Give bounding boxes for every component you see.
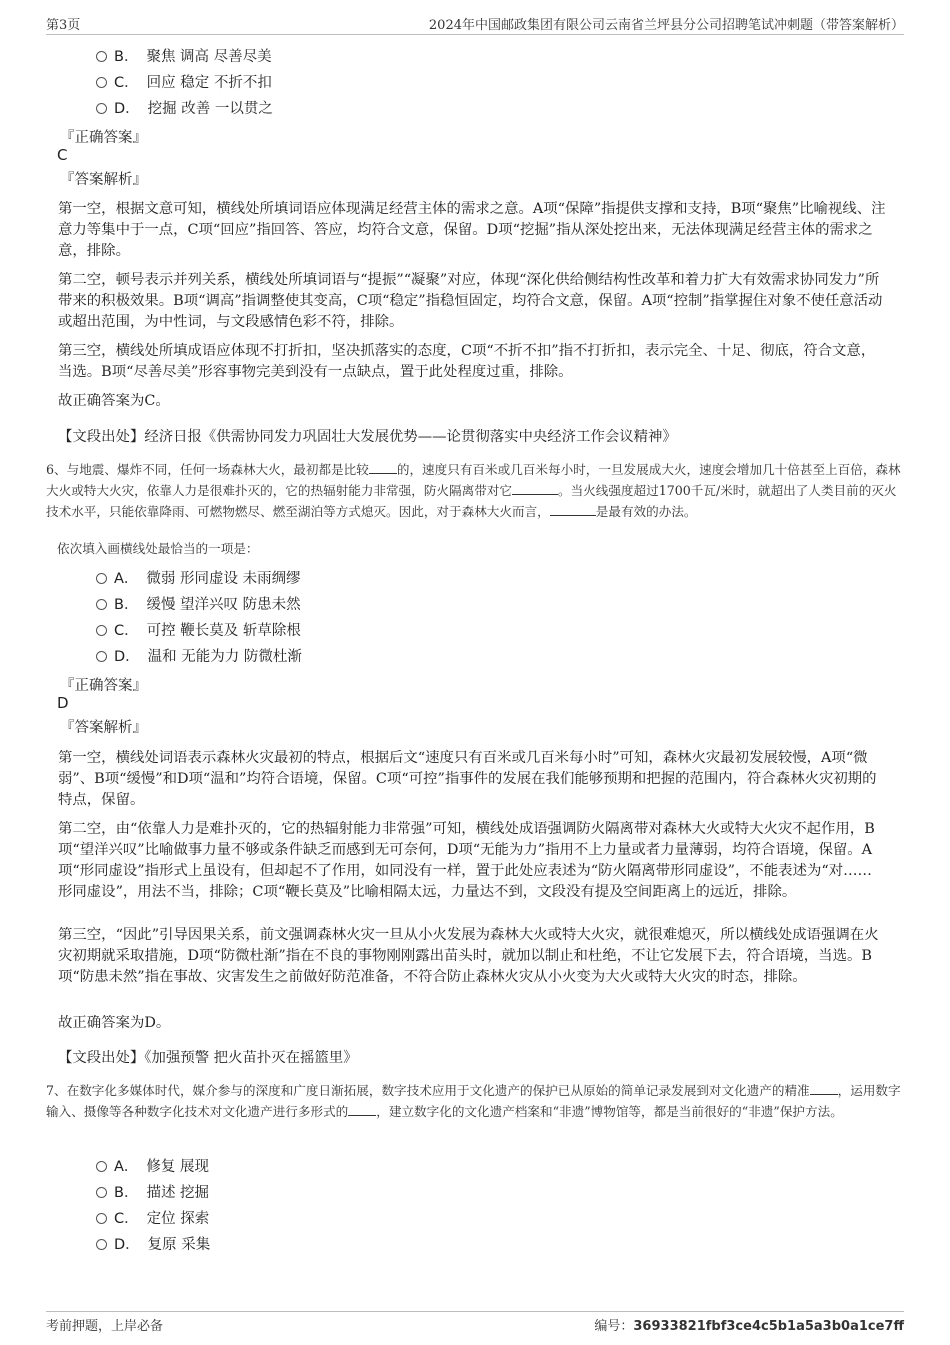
q6-option-b[interactable]: B． 缓慢 望洋兴叹 防患未然 xyxy=(96,594,301,616)
page-footer xyxy=(46,1311,904,1338)
radio-icon[interactable] xyxy=(96,103,107,114)
q6-option-d[interactable]: D． 温和 无能为力 防微杜渐 xyxy=(96,646,302,668)
q6-correct-answer-label: 『正确答案』 xyxy=(60,678,147,694)
q5-option-b[interactable]: B． 聚焦 调高 尽善尽美 xyxy=(96,46,272,68)
radio-icon[interactable] xyxy=(96,1187,107,1198)
radio-icon[interactable] xyxy=(96,651,107,662)
q5-analysis-1: 第一空，根据文意可知，横线处所填词语应体现满足经营主体的需求之意。A项“保障”指提供支撑和支持，B项“聚焦”比喻视线、注意力等集中于一点，C项“回应”指回答、答应，均符合文意，保留。D项“挖掘”指从深处挖出来，无法体现满足经营主体的需求之意，排除。 xyxy=(58,201,886,259)
q5-analysis-2: 第二空，顿号表示并列关系，横线处所填词语与“提振”“凝聚”对应，体现“深化供给侧结构性改革和着力扩大有效需求协同发力”所带来的积极效果。B项“调高”指调整使其变高，C项“稳定”指稳恒固定，均符合文意，保留。A项“控制”指掌握住对象不使任意活动或超出范围，为中性词，与文段感情色彩不符，排除。 xyxy=(58,272,883,330)
blank-line xyxy=(348,1101,376,1116)
q6-analysis-1: 第一空，横线处词语表示森林火灾最初的特点，根据后文“速度只有百米或几百米每小时”可知，森林火灾最初发展较慢，A项“微弱”、B项“缓慢”和D项“温和”均符合语境，保留。C项“可控”指事件的发展在我们能够预期和把握的范围内，符合森林火灾初期的特点，保留。 xyxy=(58,750,877,808)
q6-option-a[interactable]: A． 微弱 形同虚设 未雨绸缪 xyxy=(96,568,301,590)
blank-line xyxy=(810,1080,838,1095)
page-header xyxy=(46,12,904,35)
q5-correct-answer-label: 『正确答案』 xyxy=(60,130,147,146)
q7-option-b[interactable]: B． 描述 挖掘 xyxy=(96,1182,209,1204)
q5-analysis-label: 『答案解析』 xyxy=(60,172,147,188)
q5-analysis-3: 第三空，横线处所填成语应体现不打折扣，坚决抓落实的态度，C项“不折不扣”指不打折扣，表示完全、十足、彻底，符合文意，当选。B项“尽善尽美”形容事物完美到没有一点缺点，置于此处程度过重，排除。 xyxy=(58,343,876,380)
document-title: 2024年中国邮政集团有限公司云南省兰坪县分公司招聘笔试冲刺题（带答案解析） xyxy=(428,18,904,33)
q5-answer: C xyxy=(57,146,68,164)
radio-icon[interactable] xyxy=(96,573,107,584)
q6-answer: D xyxy=(57,694,69,712)
q6-source: 【文段出处】《加强预警 把火苗扑灭在摇篮里》 xyxy=(58,1050,358,1066)
q6-analysis-3: 第三空，“因此”引导因果关系，前文强调森林火灾一旦从小火发展为森林大火或特大火灾，就很难熄灭，所以横线处成语强调在火灾初期就采取措施，D项“防微杜渐”指在不良的事物刚刚露出苗头时，就加以制止和杜绝，不让它发展下去，符合语境，当选。B项“防患未然”指在事故、灾害发生之前做好防范准备，不符合防止森林火灾从小火变为大火或特大火灾的时态，排除。 xyxy=(58,927,879,985)
page-number: 第3页 xyxy=(46,18,81,33)
radio-icon[interactable] xyxy=(96,1213,107,1224)
radio-icon[interactable] xyxy=(96,625,107,636)
q6-analysis-label: 『答案解析』 xyxy=(60,720,147,736)
q6-analysis-conclusion: 故正确答案为D。 xyxy=(58,1015,171,1031)
footer-slogan: 考前押题，上岸必备 xyxy=(46,1319,164,1334)
radio-icon[interactable] xyxy=(96,599,107,610)
q6-instruction: 依次填入画横线处最恰当的一项是： xyxy=(57,541,259,556)
blank-line xyxy=(550,501,596,516)
radio-icon[interactable] xyxy=(96,1239,107,1250)
radio-icon[interactable] xyxy=(96,1161,107,1172)
blank-line xyxy=(369,459,397,474)
document-code: 编号：36933821fbf3ce4c5b1a5a3b0a1ce7ff xyxy=(594,1319,904,1334)
q6-option-c[interactable]: C． 可控 鞭长莫及 斩草除根 xyxy=(96,620,301,642)
q6-stem: 6、与地震、爆炸不同，任何一场森林大火，最初都是比较 的，速度只有百米或几百米每小时，一旦发展成大火，速度会增加几十倍甚至上百倍，森林大火或特大火灾，依靠人力是很难扑灭的，它的热辐射能力非常强，防火隔离带对它 。当火线强度超过1700千瓦/米时，就超出了人类目前的灭火技术水平，只能依靠降雨、可燃物燃尽、燃至湖泊等方式熄灭。因此，对于森林大火而言， 是最有效的办法。 xyxy=(46,459,904,522)
q5-source: 【文段出处】经济日报《供需协同发力巩固壮大发展优势——论贯彻落实中央经济工作会议精神》 xyxy=(58,429,677,445)
q5-analysis-conclusion: 故正确答案为C。 xyxy=(58,393,170,409)
q7-stem: 7、在数字化多媒体时代，媒介参与的深度和广度日渐拓展，数字技术应用于文化遗产的保护已从原始的简单记录发展到对文化遗产的精准 ，运用数字输入、摄像等各种数字化技术对文化遗产进行多形式的 ，建立数字化的文化遗产档案和“非遗”博物馆等，都是当前很好的“非遗”保护方法。 xyxy=(46,1080,904,1122)
q5-option-c[interactable]: C． 回应 稳定 不折不扣 xyxy=(96,72,272,94)
blank-line xyxy=(512,480,558,495)
radio-icon[interactable] xyxy=(96,77,107,88)
q5-option-d[interactable]: D． 挖掘 改善 一以贯之 xyxy=(96,98,273,120)
q7-option-d[interactable]: D． 复原 采集 xyxy=(96,1234,210,1256)
radio-icon[interactable] xyxy=(96,51,107,62)
q7-option-c[interactable]: C． 定位 探索 xyxy=(96,1208,209,1230)
q6-analysis-2: 第二空，由“依靠人力是难扑灭的，它的热辐射能力非常强”可知，横线处成语强调防火隔离带对森林大火或特大火灾不起作用，B项“望洋兴叹”比喻做事力量不够或条件缺乏而感到无可奈何，D项“无能为力”指用不上力量或者力量薄弱，均符合语境，保留。A项“形同虚设”指形式上虽设有，但却起不了作用，如同没有一样，置于此处应表述为“防火隔离带形同虚设”，不能表述为“对……形同虚设”，用法不当，排除；C项“鞭长莫及”比喻相隔太远，力量达不到，文段没有提及空间距离上的远近，排除。 xyxy=(58,821,875,900)
q7-option-a[interactable]: A． 修复 展现 xyxy=(96,1156,209,1178)
